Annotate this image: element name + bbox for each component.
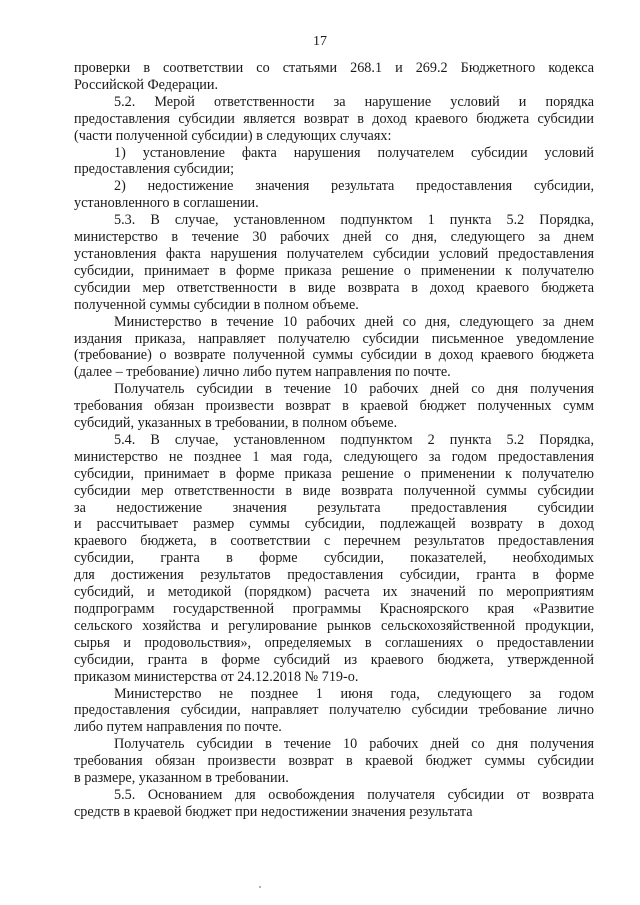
paragraph bbox=[74, 686, 594, 737]
text-line: приказом министерства от 24.12.2018 № 719-о. bbox=[74, 668, 359, 685]
text-line: требования обязан произвести возврат в краевой бюджет полученных сумм bbox=[74, 398, 594, 415]
text-line: сельского хозяйства и регулирование рынков сельскохозяйственной продукции, bbox=[74, 617, 594, 634]
paragraph bbox=[74, 178, 594, 212]
text-line: (далее – требование) лично либо путем направления по почте. bbox=[74, 364, 451, 381]
document-text-body bbox=[74, 60, 594, 821]
paragraph bbox=[74, 736, 594, 787]
text-line: субсидии, гранта в форме субсидии, показателей, необходимых bbox=[74, 550, 594, 567]
text-line: либо путем направления по почте. bbox=[74, 719, 282, 736]
text-line: за недостижение значения результата предоставления субсидии bbox=[74, 499, 594, 516]
text-line: субсидии, принимает в форме приказа решение о применении к получателю bbox=[74, 262, 594, 279]
text-line: субсидии мер ответственности в виде возврата в доход краевого бюджета bbox=[74, 279, 594, 296]
text-line: 5.3. В случае, установленном подпунктом 1 пункта 5.2 Порядка, bbox=[114, 212, 594, 229]
text-line: средств в краевой бюджет при недостижении значения результата bbox=[74, 803, 473, 820]
text-line: сырья и продовольствия», определяемых в соглашениях о предоставлении bbox=[74, 634, 594, 651]
scan-speck bbox=[259, 886, 261, 888]
text-line: Получатель субсидии в течение 10 рабочих дней со дня получения bbox=[114, 736, 594, 753]
text-line: 1) установление факта нарушения получателем субсидии условий bbox=[114, 144, 594, 161]
text-line: установленного в соглашении. bbox=[74, 195, 259, 212]
text-line: в размере, указанном в требовании. bbox=[74, 770, 289, 787]
text-line: для достижения результатов предоставления субсидии, гранта в форме bbox=[74, 567, 594, 584]
text-line: 2) недостижение значения результата предоставления субсидии, bbox=[114, 178, 594, 195]
page-number: 17 bbox=[313, 34, 327, 49]
text-line: министерство в течение 30 рабочих дней со дня, следующего за днем bbox=[74, 229, 594, 246]
paragraph bbox=[74, 145, 594, 179]
text-line: 5.4. В случае, установленном подпунктом 2 пункта 5.2 Порядка, bbox=[114, 431, 594, 448]
text-line: 5.5. Основанием для освобождения получателя субсидии от возврата bbox=[114, 786, 594, 803]
text-line: Министерство в течение 10 рабочих дней со дня, следующего за днем bbox=[114, 313, 594, 330]
paragraph bbox=[74, 432, 594, 686]
text-line: субсидии, принимает в форме приказа решение о применении к получателю bbox=[74, 465, 594, 482]
text-line: субсидий, и методикой (порядком) расчета их значений по мероприятиям bbox=[74, 584, 594, 601]
text-line: Российской Федерации. bbox=[74, 76, 219, 93]
text-line: (требование) о возврате полученной суммы субсидии в доход краевого бюджета bbox=[74, 347, 594, 364]
text-line: требования обязан произвести возврат в краевой бюджет суммы субсидии bbox=[74, 753, 594, 770]
text-line: Министерство не позднее 1 июня года, следующего за годом bbox=[114, 685, 594, 702]
text-line: проверки в соответствии со статьями 268.1 и 269.2 Бюджетного кодекса bbox=[74, 60, 594, 76]
text-line: предоставления субсидии является возврат в доход краевого бюджета субсидии bbox=[74, 110, 594, 127]
text-line: 5.2. Мерой ответственности за нарушение условий и порядка bbox=[114, 93, 594, 110]
paragraph bbox=[74, 94, 594, 145]
text-line: полученной суммы субсидии в полном объеме. bbox=[74, 296, 359, 313]
text-line: и рассчитывает размер суммы субсидии, подлежащей возврату в доход bbox=[74, 516, 594, 533]
text-line: субсидий, указанных в требовании, в полном объеме. bbox=[74, 415, 398, 432]
text-line: установления факта нарушения получателем субсидии условий предоставления bbox=[74, 245, 594, 262]
text-line: субсидии, гранта в форме субсидий из краевого бюджета, утвержденной bbox=[74, 651, 594, 668]
text-line: издания приказа, направляет получателю субсидии письменное уведомление bbox=[74, 330, 594, 347]
text-line: краевого бюджета, в соответствии с перечнем результатов предоставления bbox=[74, 533, 594, 550]
text-line: Получатель субсидии в течение 10 рабочих дней со дня получения bbox=[114, 381, 594, 398]
paragraph bbox=[74, 787, 594, 821]
paragraph bbox=[74, 314, 594, 382]
paragraph bbox=[74, 60, 594, 94]
text-line: предоставления субсидии, направляет получателю субсидии требование лично bbox=[74, 702, 594, 719]
text-line: субсидии мер ответственности в виде возврата полученной суммы субсидии bbox=[74, 482, 594, 499]
text-line: (части полученной субсидии) в следующих случаях: bbox=[74, 127, 392, 144]
text-line: подпрограмм государственной программы Красноярского края «Развитие bbox=[74, 601, 594, 617]
paragraph bbox=[74, 212, 594, 313]
paragraph bbox=[74, 381, 594, 432]
text-line: министерство не позднее 1 мая года, следующего за годом предоставления bbox=[74, 448, 594, 465]
text-line: предоставления субсидии; bbox=[74, 161, 235, 178]
